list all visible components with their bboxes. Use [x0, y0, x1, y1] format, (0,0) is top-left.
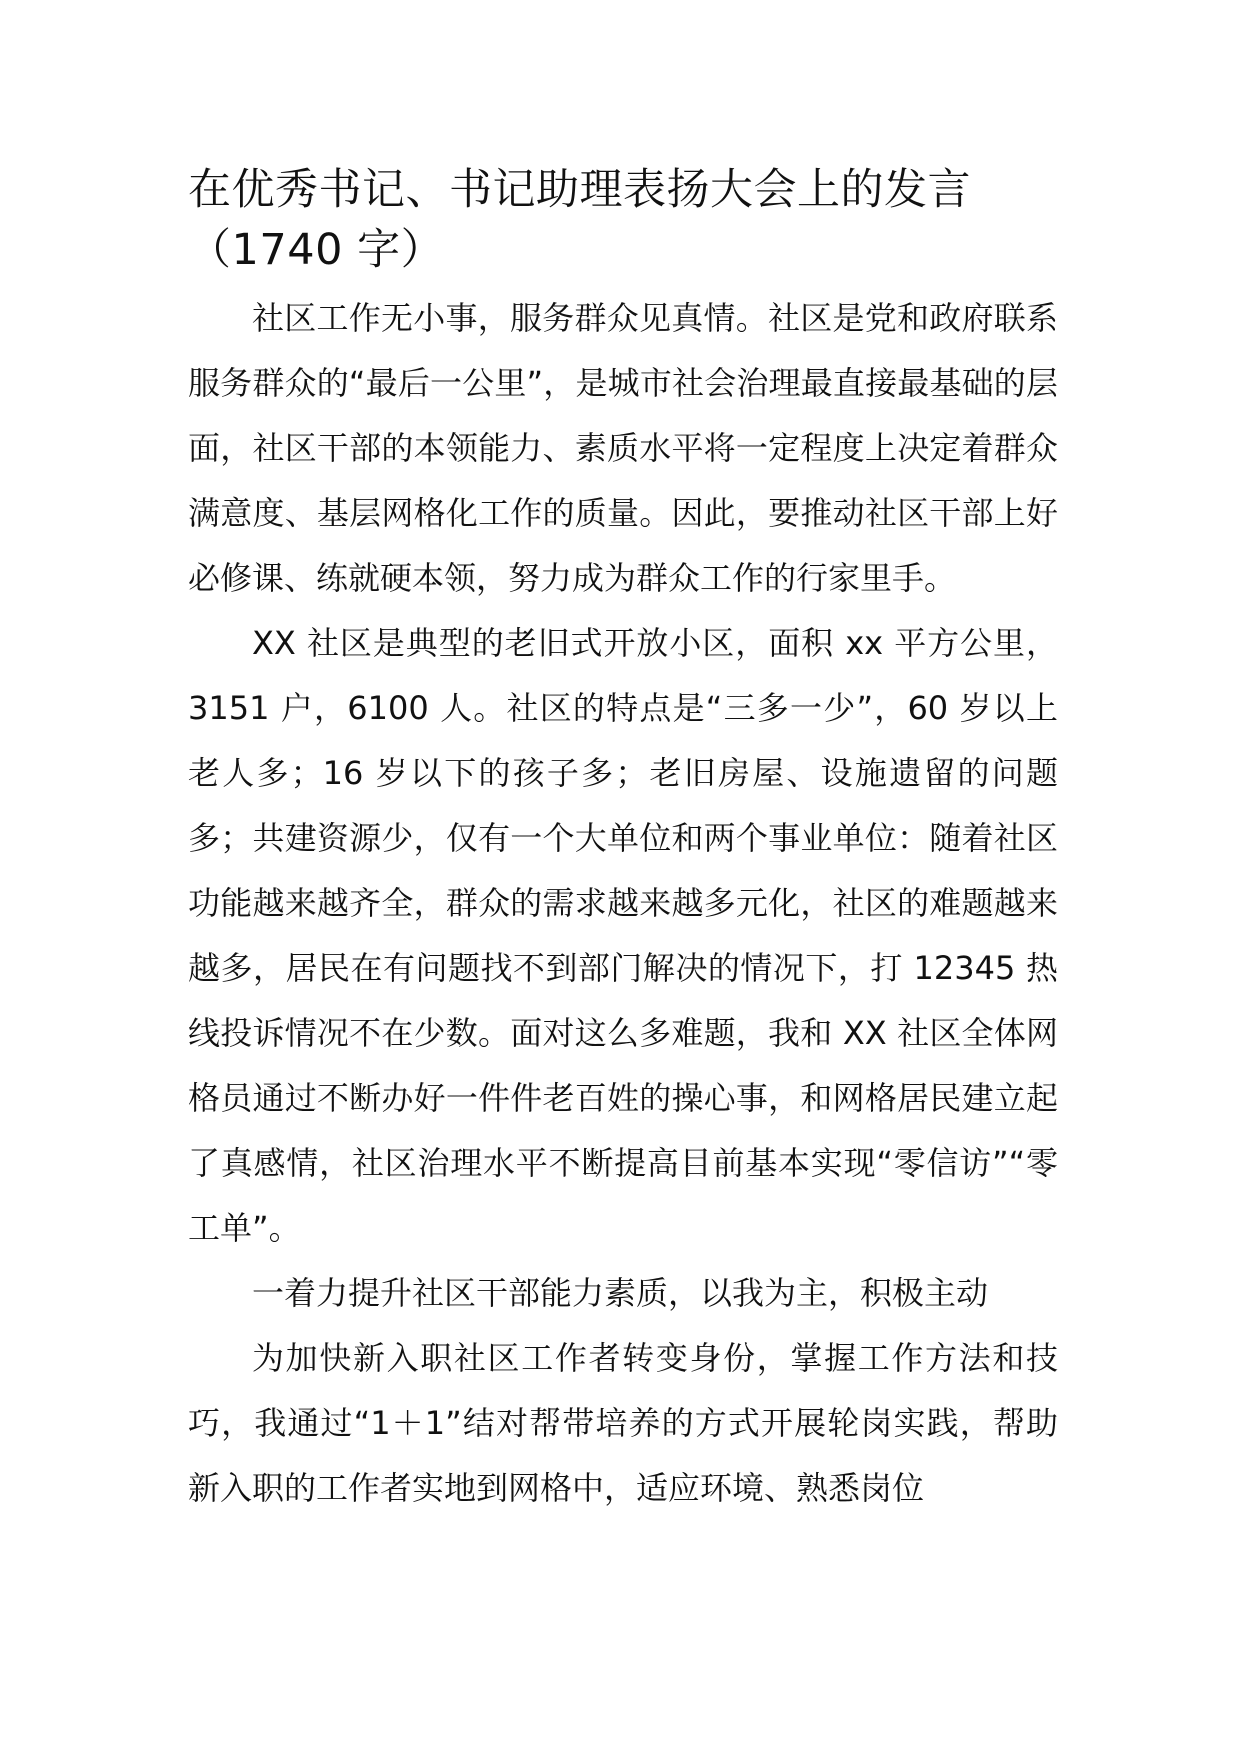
section-heading-1: 一着力提升社区干部能力素质，以我为主，积极主动	[252, 1274, 989, 1312]
paragraph-community-overview: XX 社区是典型的老旧式开放小区，面积 xx 平方公里，3151 户，6100 人。社区的特点是“三多一少”，60 岁以上老人多；16 岁以下的孩子多；老旧房屋、设施遗留的问题多；共建资源少，仅有一个大单位和两个事业单位：随着社区功能越来越齐全，群众的需求越来越多元化，社区的难题越来越多，居民在有问题找不到部门解决的情况下，打 12345 热线投诉情况不在少数。面对这么多难题，我和 XX 社区全体网格员通过不断办好一件件老百姓的操心事，和网格居民建立起了真感情，社区治理水平不断提高目前基本实现“零信访”“零工单”。	[188, 624, 1058, 1247]
title-line-2: （1740 字）	[188, 225, 445, 275]
paragraph-training: 为加快新入职社区工作者转变身份，掌握工作方法和技巧，我通过“1＋1”结对帮带培养的方式开展轮岗实践，帮助新入职的工作者实地到网格中，适应环境、熟悉岗位	[188, 1339, 1058, 1507]
paragraph-intro: 社区工作无小事，服务群众见真情。社区是党和政府联系服务群众的“最后一公里”，是城市社会治理最直接最基础的层面，社区干部的本领能力、素质水平将一定程度上决定着群众满意度、基层网格化工作的质量。因此，要推动社区干部上好必修课、练就硬本领，努力成为群众工作的行家里手。	[188, 299, 1058, 597]
title-line-1: 在优秀书记、书记助理表扬大会上的发言	[188, 165, 971, 215]
document-page	[188, 160, 1058, 1521]
document-title	[188, 160, 1058, 280]
